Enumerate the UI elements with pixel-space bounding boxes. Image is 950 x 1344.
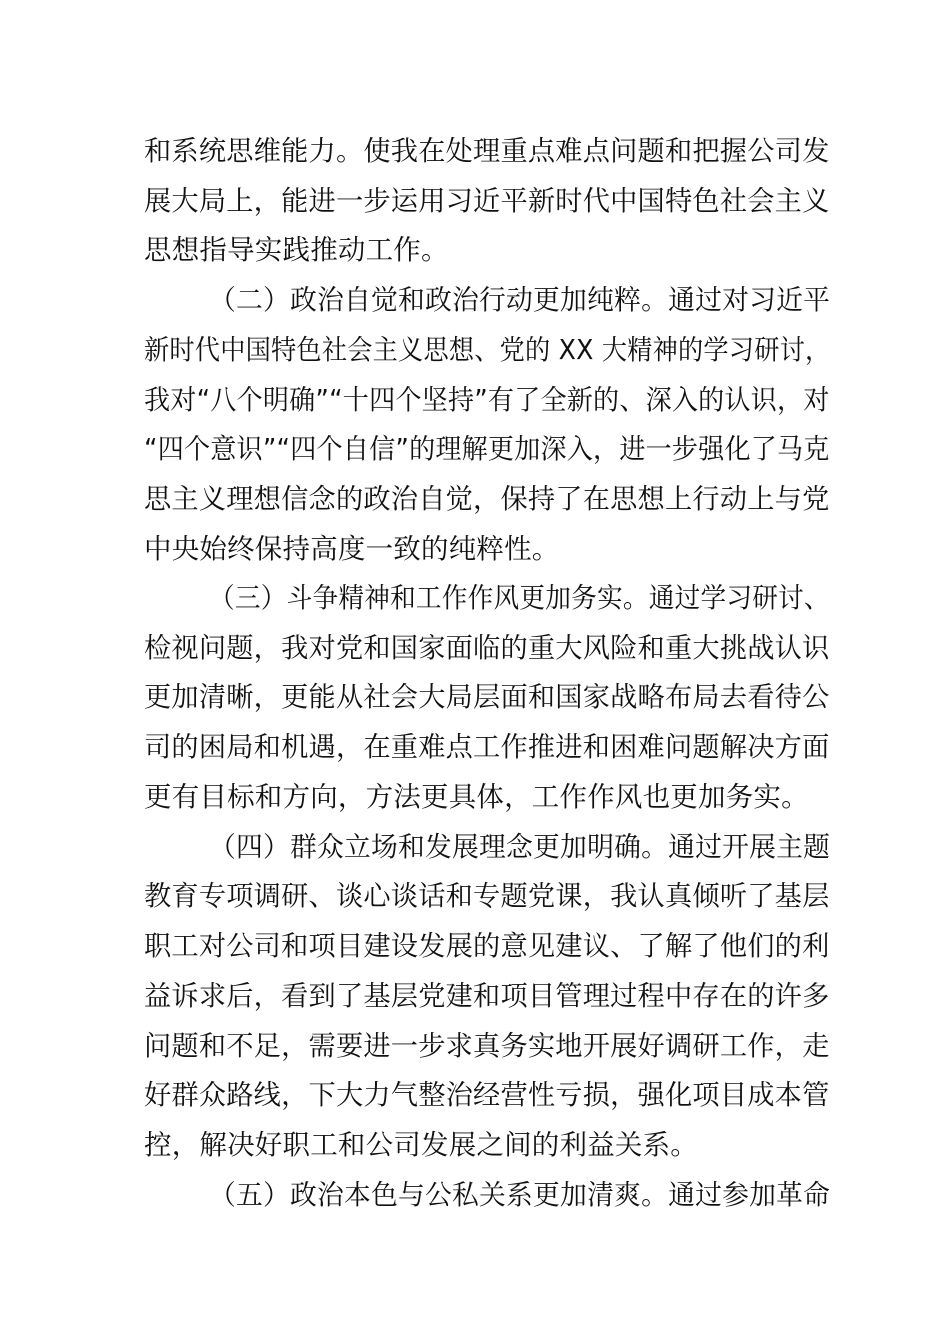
text-line: 教育专项调研、谈心谈话和专题党课，我认真倾听了基层 bbox=[144, 880, 830, 912]
text-line: 我对“八个明确”“十四个坚持”有了全新的、深入的认识，对 bbox=[144, 384, 830, 416]
paragraph-heading-5: （五）政治本色与公私关系更加清爽。通过参加革命 bbox=[209, 1179, 831, 1211]
text-line: 好群众路线，下大力气整治经营性亏损，强化项目成本管 bbox=[144, 1079, 830, 1111]
text-line: 和系统思维能力。使我在处理重点难点问题和把握公司发 bbox=[144, 135, 830, 167]
text-line: 新时代中国特色社会主义思想、党的 XX 大精神的学习研讨， bbox=[144, 334, 831, 366]
paragraph-heading-3: （三）斗争精神和工作作风更加务实。通过学习研讨、 bbox=[209, 582, 830, 614]
text-line: 职工对公司和项目建设发展的意见建议、了解了他们的利 bbox=[144, 930, 830, 962]
text-line: 更加清晰，更能从社会大局层面和国家战略布局去看待公 bbox=[144, 681, 830, 713]
text-line: “四个意识”“四个自信”的理解更加深入，进一步强化了马克 bbox=[144, 433, 830, 465]
text-line: 思主义理想信念的政治自觉，保持了在思想上行动上与党 bbox=[144, 483, 830, 515]
text-line: 司的困局和机遇，在重难点工作推进和困难问题解决方面 bbox=[144, 731, 830, 763]
text-line: 思想指导实践推动工作。 bbox=[144, 234, 449, 266]
text-line: 检视问题，我对党和国家面临的重大风险和重大挑战认识 bbox=[144, 632, 830, 664]
text-line: 中央始终保持高度一致的纯粹性。 bbox=[144, 533, 560, 565]
text-line: 益诉求后，看到了基层党建和项目管理过程中存在的许多 bbox=[144, 980, 830, 1012]
text-line: 展大局上，能进一步运用习近平新时代中国特色社会主义 bbox=[144, 185, 830, 217]
text-line: 更有目标和方向，方法更具体，工作作风也更加务实。 bbox=[144, 781, 809, 813]
text-line: 问题和不足，需要进一步求真务实地开展好调研工作，走 bbox=[144, 1030, 830, 1062]
text-line: 控，解决好职工和公司发展之间的利益关系。 bbox=[144, 1129, 698, 1161]
paragraph-heading-2: （二）政治自觉和政治行动更加纯粹。通过对习近平 bbox=[209, 284, 831, 316]
paragraph-heading-4: （四）群众立场和发展理念更加明确。通过开展主题 bbox=[209, 831, 831, 863]
